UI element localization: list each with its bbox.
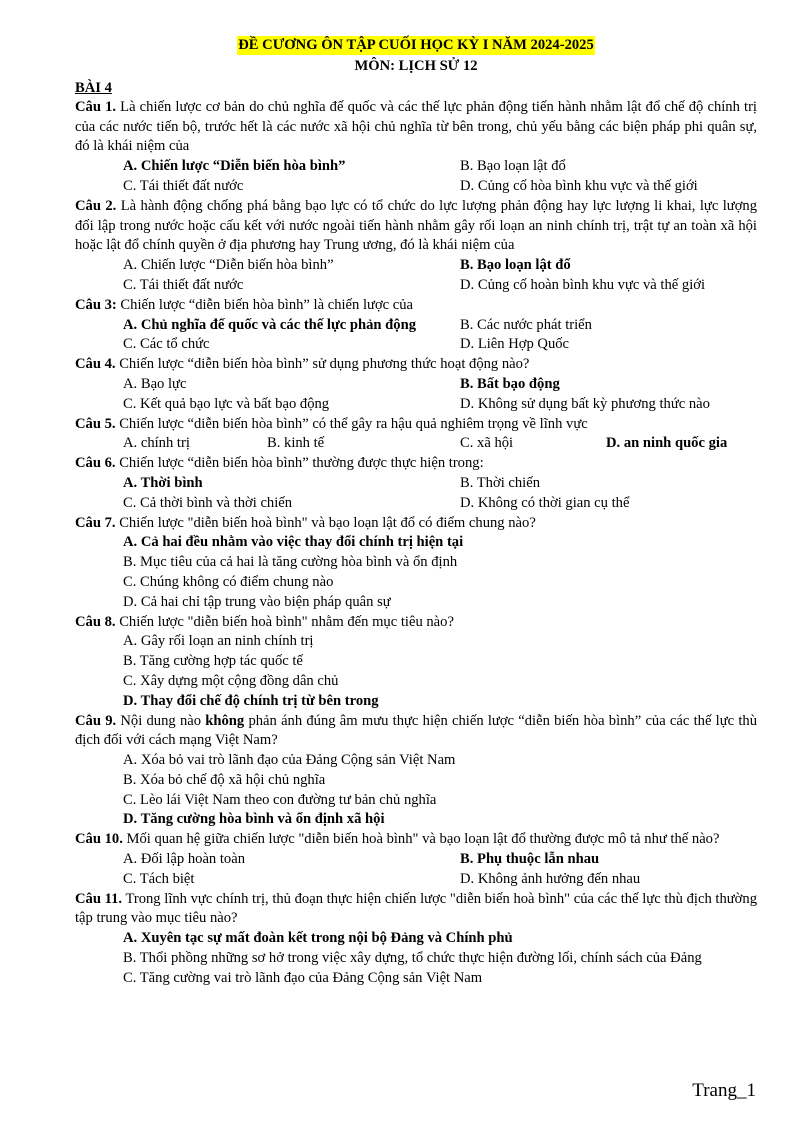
options-row: [75, 256, 757, 276]
option-c: C. Tái thiết đất nước: [123, 276, 244, 293]
question-label: Câu 6.: [75, 455, 116, 472]
option-b: B. kinh tế: [267, 435, 325, 452]
question-text: Là chiến lược cơ bản do chủ nghĩa đế quốc và các thế lực phản động tiến hành nhằm lật đổ chế độ chính trị của các nước tiến bộ, trước hết là các nước xã hội chủ nghĩa từ bên trong, chủ yếu bằng các biện pháp phi quân sự, đó là khái niệm của: [75, 98, 757, 155]
question-text: Trong lĩnh vực chính trị, thủ đoạn thực hiện chiến lược "diễn biến hoà bình" của các thế lực thù địch thường tập trung vào mục tiêu nào?: [75, 890, 757, 927]
option-b: B. Xóa bỏ chế độ xã hội chủ nghĩa: [123, 771, 326, 788]
option-c: C. Tách biệt: [123, 870, 195, 887]
options-row: [75, 335, 757, 355]
question-label: Câu 5.: [75, 415, 116, 432]
option-d: D. Không ảnh hưởng đến nhau: [460, 870, 641, 887]
subject-title: MÔN: LỊCH SỬ 12: [354, 57, 478, 74]
option-b: B. Phụ thuộc lẫn nhau: [460, 851, 600, 868]
option-d: D. Không sử dụng bất kỳ phương thức nào: [460, 395, 710, 412]
question-text: Chiến lược “diễn biến hòa bình” sử dụng phương thức hoạt động nào?: [115, 356, 530, 373]
option-a: A. Thời bình: [123, 474, 203, 491]
option-c: C. Tái thiết đất nước: [123, 177, 244, 194]
question-label: Câu 9.: [75, 712, 117, 729]
option-d: D. Không có thời gian cụ thể: [460, 494, 630, 511]
option-d: D. an ninh quốc gia: [606, 435, 728, 452]
question-3: [75, 296, 757, 316]
question-label: Câu 3:: [75, 296, 117, 313]
option-a: A. Xóa bỏ vai trò lãnh đạo của Đảng Cộng sản Việt Nam: [123, 752, 456, 769]
options-row: [75, 494, 757, 514]
option-b: B. Tăng cường hợp tác quốc tế: [123, 653, 303, 670]
option-c: C. Chúng không có điểm chung nào: [123, 573, 334, 590]
option-b: B. Bạo loạn lật đổ: [460, 158, 566, 175]
option-a: A. Xuyên tạc sự mất đoàn kết trong nội bộ Đảng và Chính phủ: [123, 930, 513, 947]
question-text: Chiến lược "diễn biến hoà bình" và bạo loạn lật đổ có điểm chung nào?: [115, 514, 536, 531]
options-row: [75, 375, 757, 395]
question-10: [75, 830, 757, 850]
question-text: Chiến lược “diễn biến hòa bình” thường được thực hiện trong:: [115, 455, 484, 472]
option-a: A. Đối lập hoàn toàn: [123, 851, 245, 868]
question-text-emphasis: không: [205, 712, 245, 729]
document-title: ĐỀ CƯƠNG ÔN TẬP CUỐI HỌC KỲ I NĂM 2024-2025: [238, 37, 594, 53]
option-d: D. Tăng cường hòa bình và ổn định xã hội: [123, 811, 385, 828]
options-row: [75, 157, 757, 177]
option-a: A. Cả hai đều nhằm vào việc thay đổi chính trị hiện tại: [123, 534, 464, 551]
option-c: C. xã hội: [460, 435, 514, 452]
question-text-post: phản ánh đúng âm mưu thực hiện chiến lược “diễn biến hòa bình” của các thế lực thù địch đối với cách mạng Việt Nam?: [75, 712, 758, 749]
question-label: Câu 11.: [75, 890, 123, 907]
options-row: [75, 316, 757, 336]
question-text: Chiến lược "diễn biến hoà bình" nhằm đến mục tiêu nào?: [115, 613, 454, 630]
question-label: Câu 8.: [75, 613, 116, 630]
question-label: Câu 1.: [75, 98, 117, 115]
options-row: [75, 870, 757, 890]
option-c: C. Lèo lái Việt Nam theo con đường tư bản chủ nghĩa: [123, 791, 437, 808]
options-row: [75, 434, 757, 454]
option-b: B. Bạo loạn lật đổ: [460, 257, 571, 274]
option-b: B. Mục tiêu của cả hai là tăng cường hòa bình và ổn định: [123, 554, 458, 571]
option-b: B. Các nước phát triển: [460, 316, 592, 333]
option-c: C. Kết quả bạo lực và bất bạo động: [123, 395, 330, 412]
document-page: [75, 36, 757, 989]
option-a: A. Gây rối loạn an ninh chính trị: [123, 633, 314, 650]
options-row: [75, 850, 757, 870]
question-11: [75, 890, 757, 930]
question-label: Câu 2.: [75, 197, 117, 214]
option-a: A. chính trị: [123, 435, 190, 452]
option-a: A. Chủ nghĩa đế quốc và các thế lực phản động: [123, 316, 416, 333]
option-a: A. Chiến lược “Diễn biến hòa bình”: [123, 158, 346, 175]
lesson-heading: BÀI 4: [75, 79, 112, 96]
question-label: Câu 7.: [75, 514, 116, 531]
option-d: D. Cả hai chỉ tập trung vào biện pháp quân sự: [123, 593, 391, 610]
question-5: [75, 415, 757, 435]
option-d: D. Thay đổi chế độ chính trị từ bên trong: [123, 692, 379, 709]
question-text: Mối quan hệ giữa chiến lược "diễn biến hoà bình" và bạo loạn lật đổ thường được mô tả như thế nào?: [122, 831, 720, 848]
options-row: [75, 474, 757, 494]
option-c: C. Tăng cường vai trò lãnh đạo của Đảng Cộng sản Việt Nam: [123, 969, 483, 986]
question-2: [75, 197, 757, 256]
question-7: [75, 514, 757, 534]
options-row: [75, 276, 757, 296]
option-c: C. Xây dựng một cộng đồng dân chủ: [123, 672, 339, 689]
title-block: [75, 36, 757, 56]
option-c: C. Cả thời bình và thời chiến: [123, 494, 293, 511]
question-6: [75, 454, 757, 474]
page-number: Trang_1: [692, 1080, 756, 1101]
option-d: D. Củng cố hòa bình khu vực và thế giới: [460, 177, 698, 194]
option-d: D. Củng cố hoàn bình khu vực và thế giới: [460, 276, 706, 293]
question-1: [75, 98, 757, 157]
question-text: Là hành động chống phá bằng bạo lực có tổ chức do lực lượng phản động hay lực lượng li khai, lực lượng đối lập trong nước hoặc cấu kết với nước ngoài tiến hành nhằm gây rối loạn an ninh chính trị, trật tự an toàn xã hội hoặc lật đổ chính quyền ở địa phương hay Trung ương, đó là khái niệm của: [75, 197, 758, 254]
option-a: A. Bạo lực: [123, 375, 187, 392]
option-b: B. Thổi phồng những sơ hở trong việc xây dựng, tổ chức thực hiện đường lối, chính sách của Đảng: [123, 950, 702, 967]
question-9: [75, 712, 757, 752]
option-d: D. Liên Hợp Quốc: [460, 336, 570, 353]
options-row: [75, 395, 757, 415]
option-b: B. Bất bạo động: [460, 375, 560, 392]
option-b: B. Thời chiến: [460, 474, 541, 491]
option-c: C. Các tổ chức: [123, 336, 210, 353]
question-4: [75, 355, 757, 375]
options-row: [75, 177, 757, 197]
question-text-pre: Nội dung nào: [116, 712, 206, 729]
question-text: Chiến lược “diễn biến hòa bình” có thể gây ra hậu quả nghiêm trọng về lĩnh vực: [115, 415, 588, 432]
question-8: [75, 613, 757, 633]
option-a: A. Chiến lược “Diễn biến hòa bình”: [123, 257, 334, 274]
question-text: Chiến lược “diễn biến hòa bình” là chiến lược của: [116, 296, 414, 313]
question-label: Câu 4.: [75, 356, 116, 373]
question-label: Câu 10.: [75, 831, 123, 848]
